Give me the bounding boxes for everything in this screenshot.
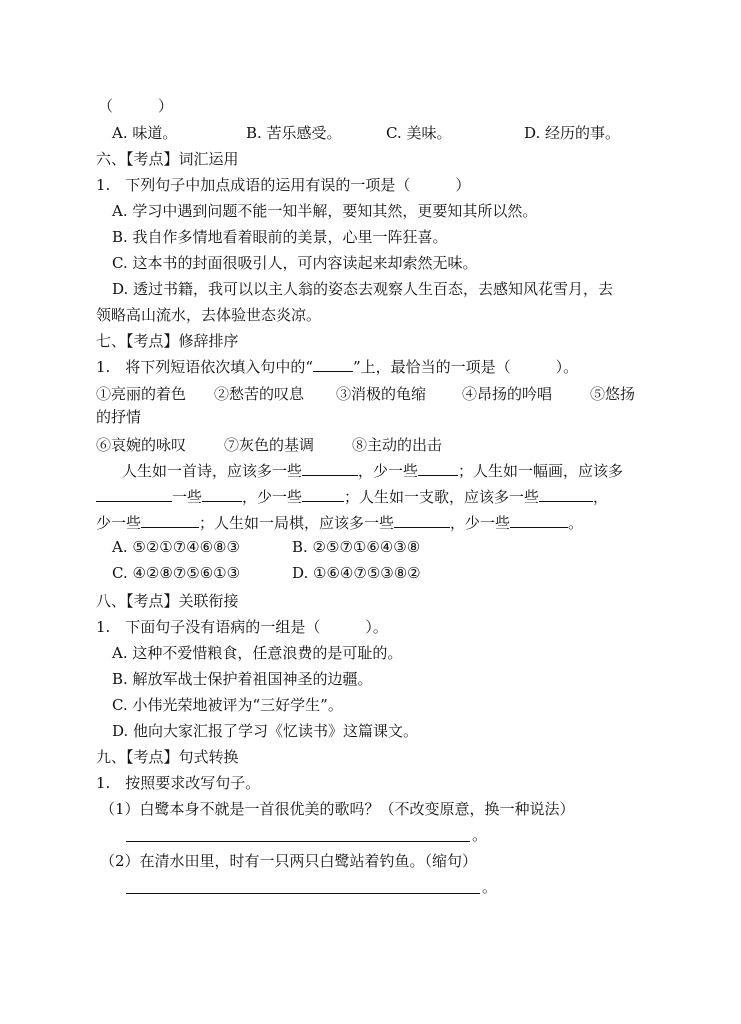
question-text [96, 356, 578, 378]
paragraph-text: 。 [568, 514, 584, 532]
paragraph-text: ；人生如一支歌，应该多一些 [344, 488, 540, 506]
option-c: C. ④②⑧⑦⑤⑥①③ [112, 564, 241, 582]
option-a: A. ⑤②①⑦④⑥⑧③ [112, 538, 240, 556]
phrase-6: ⑥哀婉的咏叹 [96, 436, 187, 454]
question-text-part: ”上，最恰当的一项是（ ）。 [352, 358, 579, 376]
section-heading-6: 六、【考点】词汇运用 [96, 150, 239, 168]
paragraph-text: ；人生如一幅画，应该多 [458, 462, 624, 480]
option-b: B. ②⑤⑦①⑥④③⑧ [292, 538, 421, 556]
answer-blank [302, 460, 358, 476]
answer-blank [141, 512, 199, 528]
choice-d: D. 他向大家汇报了学习《忆读书》这篇课文。 [112, 722, 419, 740]
paragraph-text: ， [593, 488, 609, 506]
phrase-5: ⑤悠扬 [590, 385, 636, 403]
answer-blank [539, 486, 593, 502]
option-b: B. 苦乐感受。 [246, 124, 342, 142]
choice-a: A. 学习中遇到问题不能一知半解，要知其然，更要知其所以然。 [112, 202, 538, 220]
question-text-part: 1. 将下列短语依次填入句中的“ [96, 358, 313, 376]
phrase-8: ⑧主动的出击 [352, 436, 443, 454]
answer-blank [418, 460, 458, 476]
paragraph-text: 一些 [172, 488, 203, 506]
phrase-4: ④昂扬的吟唱 [462, 385, 553, 403]
answer-blank [510, 512, 568, 528]
fill-paragraph-line-1 [122, 460, 623, 482]
fill-paragraph-line-3 [96, 512, 583, 534]
answer-line-1 [126, 840, 470, 842]
fill-paragraph-line-2 [96, 486, 608, 508]
phrase-2: ②愁苦的叹息 [214, 385, 305, 403]
answer-blank [313, 356, 353, 372]
question-text: 1. 按照要求改写句子。 [96, 774, 261, 792]
answer-period: 。 [472, 826, 488, 844]
sub-question-1: （1）白鹭本身不就是一首很优美的歌吗？（不改变原意，换一种说法） [100, 800, 575, 818]
choice-a: A. 这种不爱惜粮食，任意浪费的是可耻的。 [112, 644, 403, 662]
answer-bracket: （ ） [98, 97, 174, 115]
question-text: 1. 下面句子没有语病的一组是（ ）。 [96, 618, 388, 636]
phrase-5-continued: 的抒情 [96, 408, 142, 426]
answer-blank [96, 486, 172, 502]
option-d: D. 经历的事。 [524, 124, 621, 142]
choice-b: B. 解放军战士保护着祖国神圣的边疆。 [112, 670, 373, 688]
paragraph-text: ，少一些 [358, 462, 419, 480]
section-heading-9: 九、【考点】句式转换 [96, 748, 239, 766]
answer-blank [302, 486, 344, 502]
choice-c: C. 这本书的封面很吸引人，可内容读起来却索然无味。 [112, 254, 478, 272]
option-a: A. 味道。 [112, 124, 178, 142]
paragraph-text: ，少一些 [450, 514, 511, 532]
paragraph-text: 人生如一首诗，应该多一些 [122, 462, 303, 480]
paragraph-text: 少一些 [96, 514, 142, 532]
option-c: C. 美味。 [386, 124, 452, 142]
sub-question-2: （2）在清水田里，时有一只两只白鹭站着钓鱼。（缩句） [100, 852, 478, 870]
section-heading-7: 七、【考点】修辞排序 [96, 332, 239, 350]
phrase-1: ①亮丽的着色 [96, 385, 187, 403]
paragraph-text: ；人生如一局棋，应该多一些 [199, 514, 395, 532]
phrase-3: ③消极的龟缩 [336, 385, 427, 403]
question-text: 1. 下列句子中加点成语的运用有误的一项是（ ） [96, 176, 471, 194]
answer-period: 。 [482, 878, 498, 896]
phrase-7: ⑦灰色的基调 [224, 436, 315, 454]
section-heading-8: 八、【考点】关联衔接 [96, 592, 239, 610]
choice-c: C. 小伟光荣地被评为“三好学生”。 [112, 696, 343, 714]
choice-b: B. 我自作多情地看着眼前的美景，心里一阵狂喜。 [112, 228, 448, 246]
answer-blank [202, 486, 242, 502]
choice-d-continued: 领略高山流水，去体验世态炎凉。 [96, 306, 322, 324]
option-d: D. ①⑥④⑦⑤③⑧② [292, 564, 421, 582]
answer-blank [394, 512, 450, 528]
paragraph-text: ，少一些 [242, 488, 303, 506]
choice-d: D. 透过书籍，我可以以主人翁的姿态去观察人生百态，去感知风花雪月，去 [112, 280, 614, 298]
answer-line-2 [126, 892, 480, 894]
